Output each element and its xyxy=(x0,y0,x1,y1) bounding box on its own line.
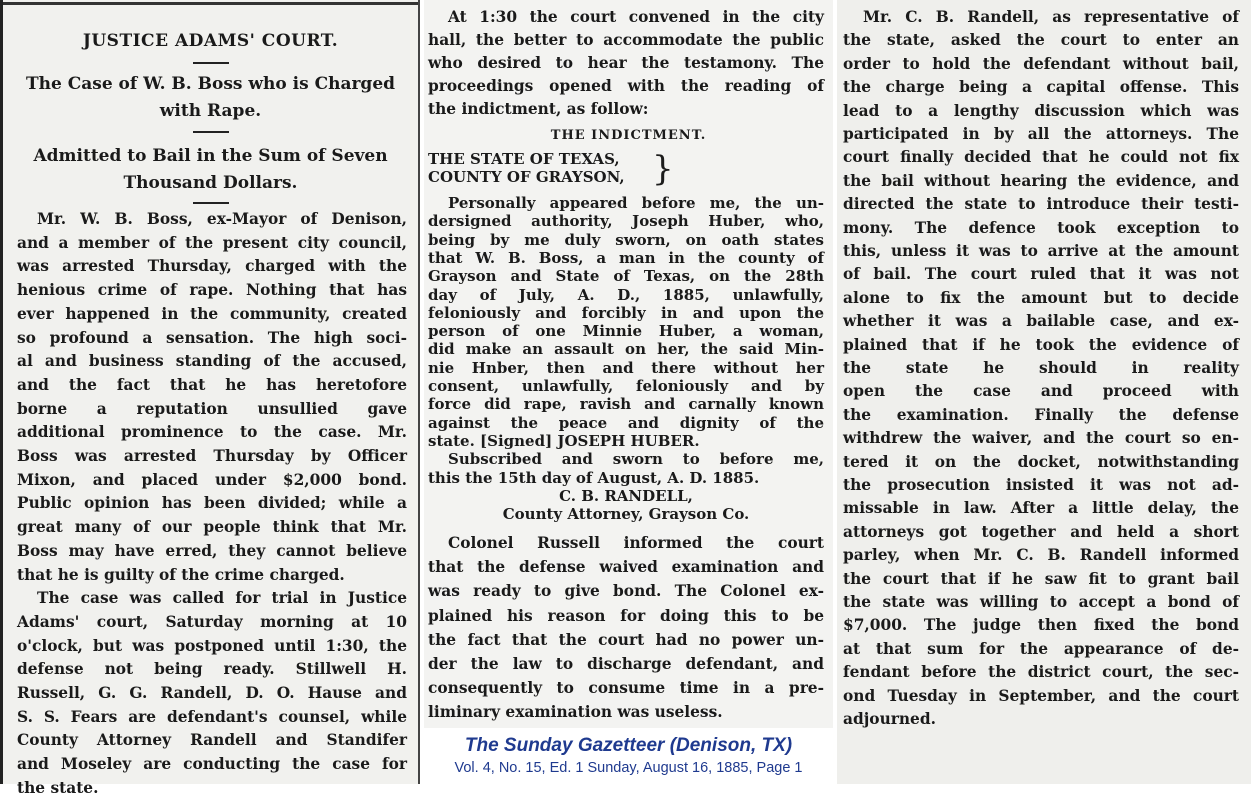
text-line: tered it on the docket, notwithstanding xyxy=(843,452,1239,471)
text-line: the examination. Finally the defense xyxy=(843,405,1239,424)
text-line: who desired to hear the testamony. The xyxy=(428,54,824,72)
indictment-line: person of one Minnie Huber, a woman, xyxy=(428,322,824,341)
caption-subtitle: Vol. 4, No. 15, Ed. 1 Sunday, August 16, 1885, Page 1 xyxy=(454,760,803,776)
text-line: whether it was a bailable case, and ex- xyxy=(843,312,1239,331)
indictment-line: Subscribed and sworn to before me, xyxy=(448,450,824,469)
text-line: County Attorney Randell and Standifer xyxy=(17,731,407,750)
text-line: the bail without hearing the evidence, and xyxy=(843,171,1239,190)
text-line: Mr. W. B. Boss, ex-Mayor of Denison, xyxy=(37,210,407,228)
text-line: was arrested Thursday, charged with the xyxy=(17,257,407,276)
indictment-line: this the 15th day of August, A. D. 1885. xyxy=(428,468,760,487)
caption-title: The Sunday Gazetteer (Denison, TX) xyxy=(464,735,793,756)
column-divider xyxy=(418,0,420,784)
text-line: and a member of the present city council, xyxy=(17,233,407,252)
text-line: attorneys got together and held a short xyxy=(843,522,1239,541)
text-line: the indictment, as follow: xyxy=(428,100,649,118)
text-line: of bail. The court ruled that it was not xyxy=(843,265,1239,284)
subhead-rule xyxy=(193,131,229,133)
indictment-line: dersigned authority, Joseph Huber, who, xyxy=(428,212,824,231)
text-line: henious crime of rape. Nothing that has xyxy=(17,281,407,300)
indictment-line: being by me duly sworn, on oath states xyxy=(428,230,824,249)
indictment-line: consent, unlawfully, feloniously and by xyxy=(428,377,824,395)
subhead-1-line-2: with Rape. xyxy=(159,101,262,121)
headline-rule xyxy=(193,62,229,64)
text-line: and Moseley are conducting the case for xyxy=(17,755,407,774)
text-line: the court that if he saw fit to grant bail xyxy=(843,569,1239,588)
text-line: withdrew the waiver, and the court so en- xyxy=(843,429,1239,448)
venue-county: COUNTY OF GRAYSON, xyxy=(428,168,625,186)
text-line: Russell, G. G. Randell, D. O. Hause and xyxy=(17,684,407,702)
text-line: At 1:30 the court convened in the city xyxy=(448,8,824,26)
article-column-3 xyxy=(837,0,1251,784)
text-line: alone to fix the amount but to decide xyxy=(843,288,1239,307)
text-line: consequently to consume time in a pre- xyxy=(428,679,824,698)
text-line: ond Tuesday in September, and the court xyxy=(843,686,1239,705)
article-column-1 xyxy=(0,0,420,797)
text-line: liminary examination was useless. xyxy=(428,703,723,722)
indictment-line: that W. B. Boss, a man in the county of xyxy=(428,248,824,267)
text-line: order to hold the defendant without bail, xyxy=(843,54,1239,73)
text-line: borne a reputation unsullied gave xyxy=(17,399,407,418)
indictment-line: state. [Signed] JOSEPH HUBER. xyxy=(428,431,700,450)
indictment-line: nie Hnber, then and there without her xyxy=(428,358,824,377)
text-line: and the fact that he has heretofore xyxy=(17,375,407,394)
text-line: ever happened in the community, created xyxy=(17,304,407,323)
text-line: the state he should in reality xyxy=(843,359,1239,377)
text-line: Mr. C. B. Randell, as representative of xyxy=(863,8,1239,26)
text-line: Public opinion has been divided; while a xyxy=(17,494,407,513)
venue-state: THE STATE OF TEXAS, xyxy=(428,150,620,168)
text-line: mony. The defence took exception to xyxy=(843,218,1239,237)
text-line: Adams' court, Saturday morning at 10 xyxy=(17,612,407,631)
subhead-2-line-1: Admitted to Bail in the Sum of Seven xyxy=(33,146,388,166)
text-line: lead to a lengthy discussion which was xyxy=(843,101,1239,120)
text-line: o'clock, but was postponed until 1:30, the xyxy=(17,636,407,655)
indictment-line: against the peace and dignity of the xyxy=(428,413,824,432)
text-line: Colonel Russell informed the court xyxy=(448,534,824,552)
indictment-line: day of July, A. D., 1885, unlawfully, xyxy=(428,285,824,304)
text-line: missable in law. After a little delay, the xyxy=(843,499,1239,518)
text-line: the state. xyxy=(17,778,99,797)
text-line: plained that if he took the evidence of xyxy=(843,335,1239,354)
indictment-line: did make an assault on her, the said Min- xyxy=(428,340,824,359)
text-line: so profound a sensation. The high soci- xyxy=(17,328,407,347)
text-line: defense not being ready. Stillwell H. xyxy=(17,660,407,679)
indictment-line: County Attorney, Grayson Co. xyxy=(502,505,750,524)
text-line: the charge being a capital offense. This xyxy=(843,78,1239,97)
subhead-rule-2 xyxy=(193,202,229,204)
text-line: the prosecution insisted it was not ad- xyxy=(843,476,1239,494)
text-line: Boss may have erred, they cannot believe xyxy=(17,541,407,560)
text-line: that he is guilty of the crime charged. xyxy=(17,565,345,584)
text-line: Boss was arrested Thursday by Officer xyxy=(17,447,407,465)
subhead-2-line-2: Thousand Dollars. xyxy=(123,173,298,193)
indictment-line: force did rape, ravish and carnally known xyxy=(428,395,824,414)
indictment-heading: THE INDICTMENT. xyxy=(550,128,707,143)
subhead-1-line-1: The Case of W. B. Boss who is Charged xyxy=(25,74,396,94)
text-line: this, unless it was to arrive at the amount xyxy=(843,242,1239,260)
text-line: The case was called for trial in Justice xyxy=(37,589,407,608)
text-line: adjourned. xyxy=(843,710,936,728)
column-top-rule xyxy=(3,2,420,5)
text-line: was ready to give bond. The Colonel ex- xyxy=(428,582,824,601)
text-line: proceedings opened with the reading of xyxy=(428,77,824,95)
venue-brace: } xyxy=(652,149,674,189)
indictment-line: Grayson and State of Texas, on the 28th xyxy=(428,267,824,286)
text-line: $7,000. The judge then fixed the bond xyxy=(843,616,1239,635)
text-line: parley, when Mr. C. B. Randell informed xyxy=(843,546,1239,565)
indictment-line: feloniously and forcibly in and upon the xyxy=(428,303,824,322)
indictment-line: Personally appeared before me, the un- xyxy=(448,194,824,212)
text-line: at that sum for the appearance of de- xyxy=(843,639,1239,658)
text-line: court finally decided that he could not fix xyxy=(843,148,1239,167)
text-line: the state was willing to accept a bond of xyxy=(843,593,1239,611)
indictment-line: C. B. RANDELL, xyxy=(559,486,693,505)
text-line: Mixon, and placed under $2,000 bond. xyxy=(17,470,407,489)
text-line: S. S. Fears are defendant's counsel, while xyxy=(17,707,407,726)
text-line: fendant before the district court, the sec- xyxy=(843,663,1239,682)
text-line: der the law to discharge defendant, and xyxy=(428,655,824,673)
text-line: additional prominence to the case. Mr. xyxy=(17,423,407,442)
text-line: participated in by all the attorneys. The xyxy=(843,125,1239,143)
source-caption xyxy=(424,728,833,784)
text-line: great many of our people think that Mr. xyxy=(17,518,407,537)
headline: JUSTICE ADAMS' COURT. xyxy=(82,31,339,51)
text-line: that the defense waived examination and xyxy=(428,558,824,577)
text-line: plained his reason for doing this to be xyxy=(428,606,824,625)
article-column-2 xyxy=(424,0,833,784)
text-line: open the case and proceed with xyxy=(843,382,1239,401)
text-line: hall, the better to accommodate the public xyxy=(428,31,824,49)
text-line: the state, asked the court to enter an xyxy=(843,31,1239,50)
text-line: al and business standing of the accused, xyxy=(17,352,407,371)
text-line: directed the state to introduce their testi- xyxy=(843,195,1239,214)
text-line: the fact that the court had no power un- xyxy=(428,630,824,649)
